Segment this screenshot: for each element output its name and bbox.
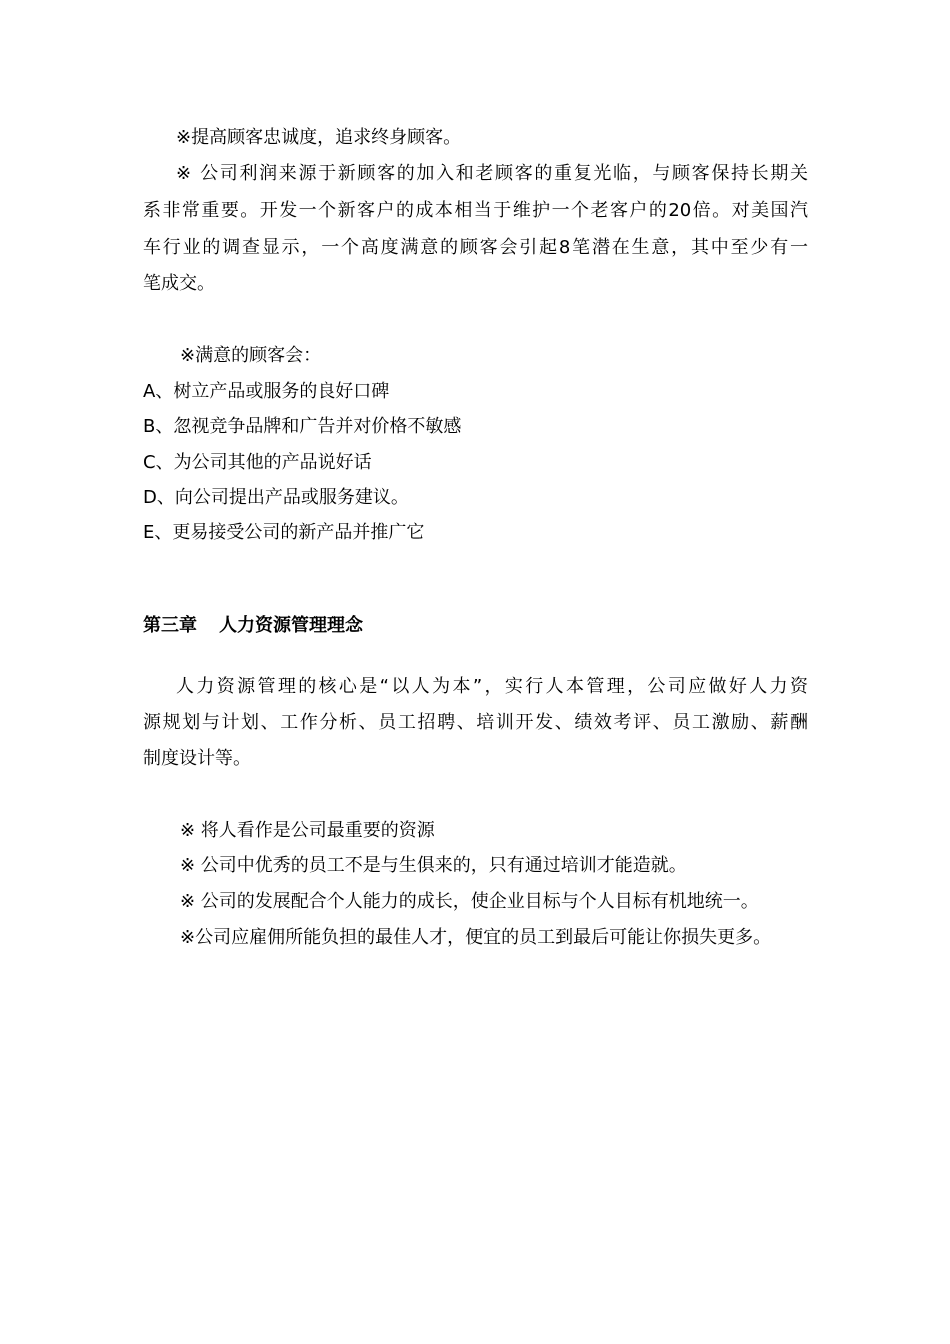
hr-point-1: ※ 将人看作是公司最重要的资源 (180, 820, 435, 841)
chapter-heading (143, 614, 808, 638)
profit-paragraph-line-1: ※ 公司利润来源于新顾客的加入和老顾客的重复光临，与顾客保持长期关 (176, 163, 808, 184)
hr-paragraph-line-1: 人力资源管理的核心是“以人为本”，实行人本管理，公司应做好人力资 (176, 676, 808, 697)
chapter-title: 人力资源管理理念 (219, 615, 363, 636)
chapter-number: 第三章 (143, 615, 197, 636)
hr-point-3: ※ 公司的发展配合个人能力的成长，使企业目标与个人目标有机地统一。 (180, 891, 759, 912)
hr-paragraph-line-3: 制度设计等。 (143, 748, 251, 769)
list-item-a: A、树立产品或服务的良好口碑 (143, 381, 390, 402)
list-item-c: C、为公司其他的产品说好话 (143, 452, 372, 473)
profit-paragraph-line-4: 笔成交。 (143, 273, 215, 294)
hr-point-4: ※公司应雇佣所能负担的最佳人才，便宜的员工到最后可能让你损失更多。 (180, 927, 772, 948)
hr-point-2: ※ 公司中优秀的员工不是与生俱来的，只有通过培训才能造就。 (180, 855, 687, 876)
profit-paragraph-line-3: 车行业的调查显示，一个高度满意的顾客会引起8笔潜在生意，其中至少有一 (143, 237, 808, 258)
loyalty-heading-line: ※提高顾客忠诚度，追求终身顾客。 (176, 127, 462, 148)
profit-paragraph-line-2: 系非常重要。开发一个新客户的成本相当于维护一个老客户的20倍。对美国汽 (143, 200, 808, 221)
list-item-d: D、向公司提出产品或服务建议。 (143, 487, 409, 508)
list-item-e: E、更易接受公司的新产品并推广它 (143, 522, 425, 543)
list-item-b: B、忽视竞争品牌和广告并对价格不敏感 (143, 416, 462, 437)
satisfied-customer-intro: ※满意的顾客会： (180, 345, 322, 366)
hr-paragraph-line-2: 源规划与计划、工作分析、员工招聘、培训开发、绩效考评、员工激励、薪酬 (143, 712, 808, 733)
